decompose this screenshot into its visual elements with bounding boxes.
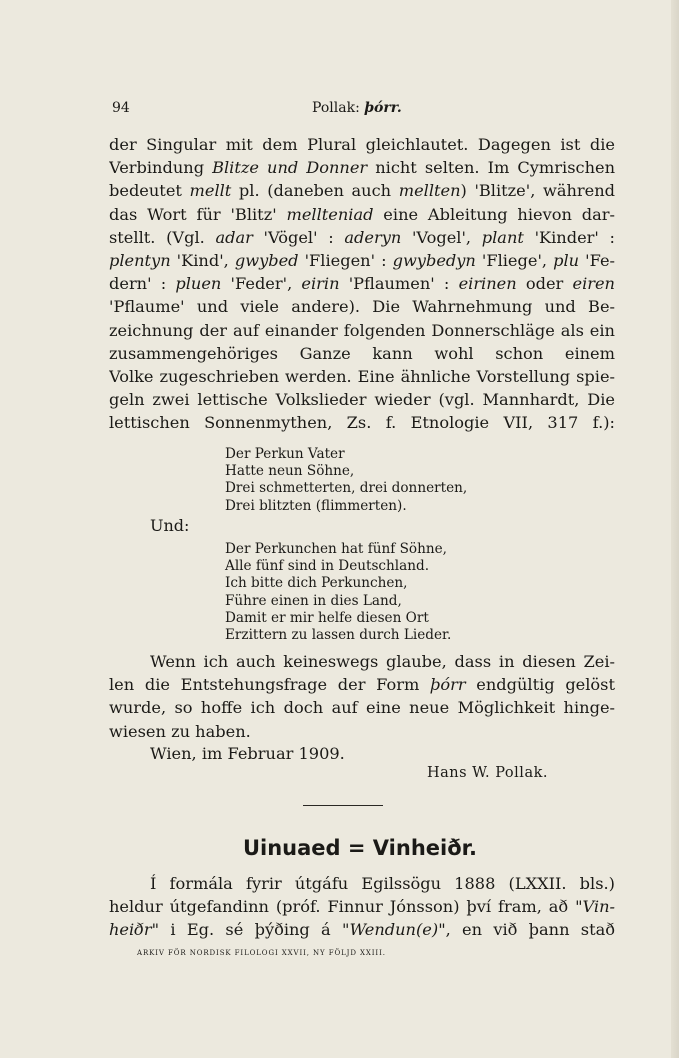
poem-quote-1 — [225, 446, 467, 515]
journal-footer: ARKIV FÖR NORDISK FILOLOGI XXVII, NY FÖLJD XXIII. — [137, 949, 386, 957]
dateline: Wien, im Februar 1909. — [150, 744, 345, 763]
und-label: Und: — [150, 516, 190, 535]
text-line: len die Entstehungsfrage der Form þórr endgültig gelöst — [109, 675, 615, 695]
poem-line: Hatte neun Söhne, — [225, 463, 355, 480]
text-line: wiesen zu haben. — [109, 721, 251, 741]
text-line: Wenn ich auch keineswegs glaube, dass in diesen Zei- — [150, 652, 615, 671]
poem-line: Der Perkunchen hat fünf Söhne, — [225, 541, 447, 557]
poem-quote-2 — [225, 541, 451, 644]
running-title: Pollak: þórr. — [312, 100, 402, 116]
poem-line: Alle fünf sind in Deutschland. — [225, 558, 430, 575]
poem-line: Ich bitte dich Perkunchen, — [225, 575, 408, 592]
text-line: zeichnung der auf einander folgenden Donnerschläge als ein — [109, 320, 615, 340]
page-edge — [671, 0, 679, 1058]
text-line: Verbindung Blitze und Donner nicht selten. Im Cymrischen — [109, 158, 615, 178]
text-line: 'Pflaume' und viele andere). Die Wahrnehmung und Be- — [109, 297, 615, 317]
text-line: heldur útgefandinn (próf. Finnur Jónsson) því fram, að "Vin- — [109, 897, 615, 917]
section-divider — [303, 805, 383, 806]
page-number: 94 — [112, 100, 130, 116]
poem-line: Erzittern zu lassen durch Lieder. — [225, 627, 452, 644]
poem-line: Drei schmetterten, drei donnerten, — [225, 480, 468, 497]
paragraph-3 — [109, 872, 615, 942]
text-line: der Singular mit dem Plural gleichlautet. Dagegen ist die — [109, 135, 615, 154]
text-line: lettischen Sonnenmythen, Zs. f. Etnologie VII, 317 f.): — [109, 413, 615, 433]
text-line: plentyn 'Kind', gwybed 'Fliegen' : gwybedyn 'Fliege', plu 'Fe- — [109, 250, 615, 270]
paragraph-2 — [109, 650, 615, 743]
poem-line: Der Perkun Vater — [225, 446, 345, 462]
poem-line: Führe einen in dies Land, — [225, 592, 402, 609]
author-signature: Hans W. Pollak. — [427, 765, 548, 781]
text-line: heiðr" i Eg. sé þýðing á "Wendun(e)", en við þann stað — [109, 920, 615, 940]
section-title: Uinuaed = Vinheiðr. — [242, 836, 477, 860]
text-line: Volke zugeschrieben werden. Eine ähnliche Vorstellung spie- — [109, 366, 615, 386]
text-line: stellt. (Vgl. adar 'Vögel' : aderyn 'Vogel', plant 'Kinder' : — [109, 227, 615, 247]
text-line: das Wort für 'Blitz' mellteniad eine Ableitung hievon dar- — [109, 204, 615, 224]
text-line: dern' : pluen 'Feder', eirin 'Pflaumen' : eirinen oder eiren — [109, 274, 615, 294]
paragraph-1 — [109, 133, 615, 434]
text-line: bedeutet mellt pl. (daneben auch mellten) 'Blitze', während — [109, 181, 615, 201]
poem-line: Damit er mir helfe diesen Ort — [225, 609, 429, 626]
running-header — [112, 100, 615, 120]
text-line: Í formála fyrir útgáfu Egilssögu 1888 (LXXII. bls.) — [150, 874, 615, 893]
poem-line: Drei blitzten (flimmerten). — [225, 497, 407, 514]
text-line: wurde, so hoffe ich doch auf eine neue Möglichkeit hinge- — [109, 698, 615, 718]
text-line: zusammengehöriges Ganze kann wohl schon einem — [109, 343, 615, 363]
text-line: geln zwei lettische Volkslieder wieder (vgl. Mannhardt, Die — [109, 390, 615, 410]
